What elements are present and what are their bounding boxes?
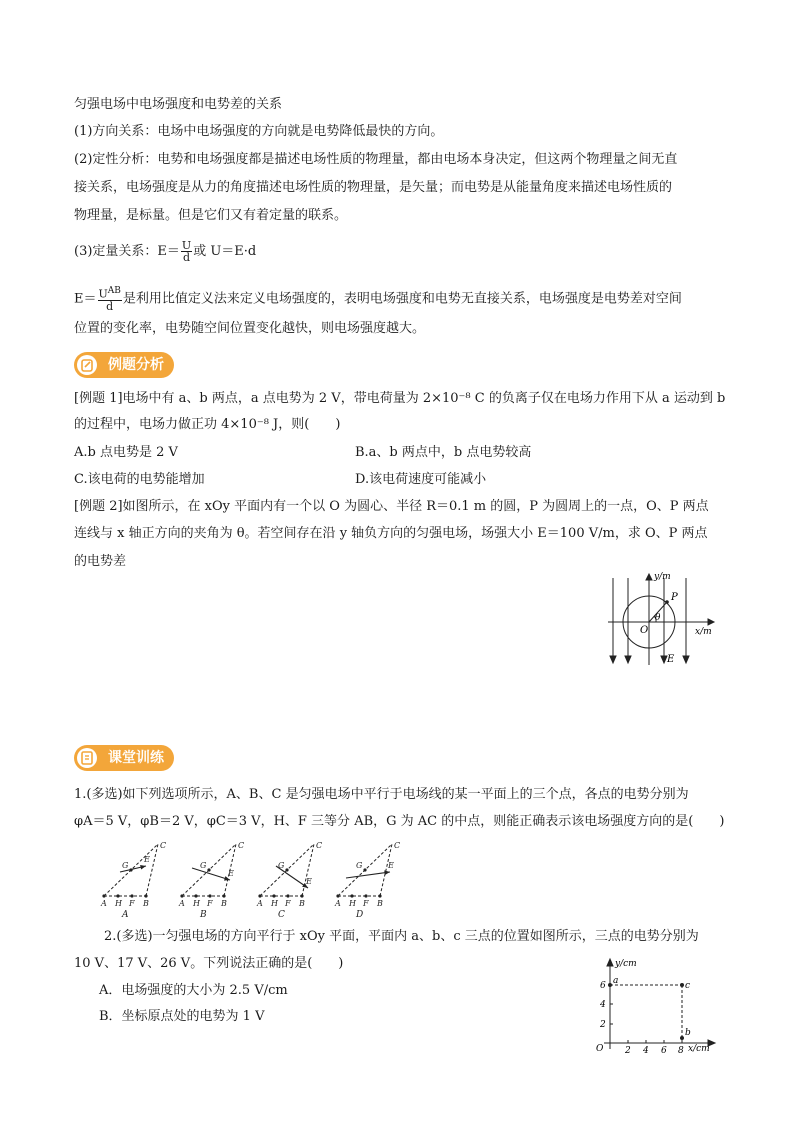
formula-quantitative: (3)定量关系：E＝ $\frac{U}{d}$ 或 U＝E·d — [74, 239, 257, 264]
fraction-uab-over-d: $\frac{U^{AB}}{d}$ — [98, 286, 121, 313]
fig3-point-c: c — [685, 981, 691, 991]
question-1-line-1: 1.(多选)如下列选项所示，A、B、C 是匀强电场中平行于电场线的某一平面上的三个点，各点的电势分别为 — [74, 787, 689, 802]
label-a: A — [257, 899, 263, 908]
triangle-point — [272, 894, 275, 897]
example-1-option-b: B.a、b 两点中，b 点电势较高 — [355, 445, 532, 460]
triangle-point — [286, 894, 289, 897]
fig3-point-a: a — [613, 976, 619, 986]
fig1-origin-o: O — [640, 625, 649, 636]
triangle-point — [300, 894, 303, 897]
triangle-point — [336, 894, 339, 897]
example-1-option-d: D.该电荷速度可能减小 — [355, 472, 487, 487]
triangle-point — [350, 894, 353, 897]
triangle-point — [222, 894, 225, 897]
triangle-point — [116, 894, 119, 897]
triangle-point — [378, 894, 381, 897]
fig3-origin: O — [596, 1044, 604, 1054]
example-1-option-a: A.b 点电势是 2 V — [74, 445, 178, 460]
fig3-xtick-8: 8 — [678, 1046, 684, 1056]
fig3-xtick-2: 2 — [625, 1046, 631, 1056]
notebook-icon — [77, 748, 97, 768]
label-f: F — [363, 899, 369, 908]
panel-label-a: A — [122, 910, 129, 920]
label-a: A — [335, 899, 341, 908]
panel-label-d: D — [356, 910, 364, 920]
example-1-line-1: [例题 1]电场中有 a、b 两点，a 点电势为 2 V，带电荷量为 2×10⁻⁸ C 的负离子仅在电场力作用下从 a 运动到 b — [74, 391, 726, 406]
fig1-theta: θ — [655, 613, 661, 623]
question-2-line-2: 10 V、17 V、26 V。下列说法正确的是( ) — [74, 956, 344, 971]
fig1-y-label: y/m — [654, 572, 671, 582]
example-2-line-3: 的电势差 — [74, 554, 127, 569]
label-b: B — [221, 899, 227, 908]
fig3-point-b: b — [685, 1028, 691, 1038]
label-f: F — [129, 899, 135, 908]
label-e: E — [144, 855, 150, 864]
paragraph-direction: (1)方向关系：电场中电场强度的方向就是电势降低最快的方向。 — [74, 124, 444, 139]
label-e: E — [228, 869, 234, 878]
label-e: E — [306, 877, 312, 886]
triangle-point — [102, 894, 105, 897]
triangle-point-g — [363, 868, 366, 871]
triangle-point — [180, 894, 183, 897]
question-1-line-2: φA＝5 V，φB＝2 V，φC＝3 V，H、F 三等分 AB，G 为 AC 的中点，则能正确表示该电场强度方向的是( ) — [74, 814, 725, 829]
triangle-side-bc — [302, 844, 314, 896]
triangle-point — [194, 894, 197, 897]
label-h: H — [193, 899, 200, 908]
fig3-ytick-4: 4 — [600, 1000, 606, 1010]
field-arrow-head — [384, 870, 390, 875]
label-c: C — [160, 841, 167, 850]
paragraph-qualitative-1: (2)定性分析：电势和电场强度都是描述电场性质的物理量，都由电场本身决定，但这两个物理量之间无直 — [74, 152, 678, 167]
triangle-point — [258, 894, 261, 897]
label-c: C — [394, 841, 401, 850]
panel-label-c: C — [278, 910, 285, 920]
fig1-x-label: x/m — [695, 627, 712, 637]
panel-label-b: B — [200, 910, 207, 920]
fig1-point-p: P — [671, 592, 678, 603]
pencil-icon — [77, 355, 97, 375]
label-e: E — [388, 861, 394, 870]
example-2-line-1: [例题 2]如图所示，在 xOy 平面内有一个以 O 为圆心、半径 R＝0.1 m 的圆，P 为圆周上的一点，O、P 两点 — [74, 499, 709, 514]
paragraph-qualitative-2: 接关系，电场强度是从力的角度描述电场性质的物理量，是矢量；而电势是从能量角度来描述电场性质的 — [74, 180, 673, 195]
label-g: G — [122, 861, 129, 870]
triangle-point — [208, 894, 211, 897]
example-2-line-2: 连线与 x 轴正方向的夹角为 θ。若空间存在沿 y 轴负方向的匀强电场，场强大小 E＝100 V/m，求 O、P 两点 — [74, 526, 708, 541]
triangle-point — [364, 894, 367, 897]
class-training-badge: 课堂训练 — [74, 745, 174, 771]
fig3-ytick-2: 2 — [600, 1020, 606, 1030]
fig3-xtick-6: 6 — [661, 1046, 667, 1056]
label-b: B — [143, 899, 149, 908]
triangle-point-g — [285, 868, 288, 871]
label-g: G — [200, 861, 207, 870]
formula-definition: E＝ $\frac{U^{AB}}{d}$ 是利用比值定义法来定义电场强度的，表明电场强度和电势无直接关系，电场强度是电势差对空间 — [74, 286, 682, 313]
paragraph-qualitative-3: 物理量，是标量。但是它们又有着定量的联系。 — [74, 208, 348, 223]
label-a: A — [101, 899, 107, 908]
fig3-y-label: y/cm — [615, 959, 637, 969]
coordinate-figure — [590, 955, 725, 1057]
label-c: C — [238, 841, 245, 850]
triangle-options-figure — [98, 838, 408, 920]
triangle-side-bc — [380, 844, 392, 896]
example-analysis-badge: 例题分析 — [74, 352, 174, 378]
label-f: F — [285, 899, 291, 908]
circle-field-figure — [600, 570, 720, 670]
question-2-option-b: B．坐标原点处的电势为 1 V — [99, 1009, 265, 1024]
triangle-point — [144, 894, 147, 897]
label-h: H — [115, 899, 122, 908]
label-c: C — [316, 841, 323, 850]
example-1-option-c: C.该电荷的电势能增加 — [74, 472, 205, 487]
paragraph-definition-2: 位置的变化率，电势随空间位置变化越快，则电场强度越大。 — [74, 321, 426, 336]
label-g: G — [278, 861, 285, 870]
example-1-line-2: 的过程中，电场力做正功 4×10⁻⁸ J，则( ) — [74, 417, 341, 432]
fig1-field-e: E — [667, 654, 675, 665]
triangle-side-bc — [146, 844, 158, 896]
field-direction-arrow — [192, 868, 230, 880]
triangle-point — [130, 894, 133, 897]
label-h: H — [349, 899, 356, 908]
label-a: A — [179, 899, 185, 908]
label-f: F — [207, 899, 213, 908]
question-2-line-1: 2.(多选)一匀强电场的方向平行于 xOy 平面，平面内 a、b、c 三点的位置如图所示，三点的电势分别为 — [104, 929, 699, 944]
label-b: B — [299, 899, 305, 908]
fraction-u-over-d: $\frac{U}{d}$ — [181, 239, 192, 264]
question-2-option-a: A．电场强度的大小为 2.5 V/cm — [99, 983, 288, 998]
fig3-xtick-4: 4 — [643, 1046, 649, 1056]
label-h: H — [271, 899, 278, 908]
field-direction-arrow — [346, 872, 390, 878]
fig3-x-label: x/cm — [688, 1044, 710, 1054]
label-b: B — [377, 899, 383, 908]
label-g: G — [356, 861, 363, 870]
fig3-ytick-6: 6 — [600, 981, 606, 991]
triangle-point-g — [207, 868, 210, 871]
section-title: 匀强电场中电场强度和电势差的关系 — [74, 97, 283, 112]
